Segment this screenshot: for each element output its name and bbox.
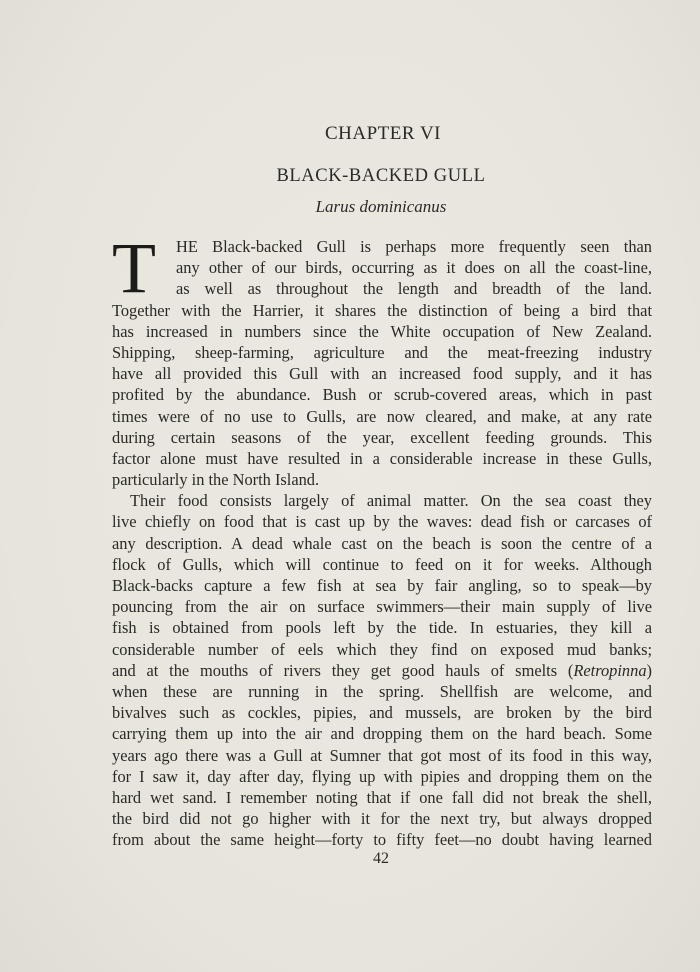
text-fragment: ) — [646, 660, 652, 680]
text-line: live chiefly on food that is cast up by the waves: dead fish or carcases of — [112, 512, 652, 532]
text-line: have all provided this Gull with an increased food supply, and it has — [112, 364, 652, 384]
text-line: any other of our birds, occurring as it does on all the coast-line, — [176, 258, 652, 278]
text-line: bivalves such as cockles, pipies, and mussels, are broken by the bird — [112, 703, 652, 723]
text-line: any description. A dead whale cast on the beach is soon the centre of a — [112, 533, 652, 553]
text-line: has increased in numbers since the White occupation of New Zealand. — [112, 321, 652, 341]
text-line: pouncing from the air on surface swimmers—their main supply of live — [112, 597, 652, 617]
text-line: years ago there was a Gull at Sumner that got most of its food in this way, — [112, 745, 652, 765]
text-line-with-italic — [112, 660, 652, 681]
text-line: Together with the Harrier, it shares the distinction of being a bird that — [112, 300, 652, 320]
page-title: BLACK-BACKED GULL — [276, 166, 486, 186]
text-line: times were of no use to Gulls, are now cleared, and make, at any rate — [112, 406, 652, 426]
text-line: for I saw it, day after day, flying up with pipies and dropping them on the — [112, 766, 652, 786]
text-line: from about the same height—forty to fifty feet—no doubt having learned — [112, 830, 652, 850]
body-text — [112, 228, 652, 850]
text-fragment: and at the mouths of rivers they get good hauls of smelts ( — [112, 660, 574, 680]
text-line: profited by the abundance. Bush or scrub-covered areas, which in past — [112, 385, 652, 405]
text-line: HE Black-backed Gull is perhaps more frequently seen than — [176, 237, 652, 256]
text-line: carrying them up into the air and dropping them on the hard beach. Some — [112, 724, 652, 744]
text-line: factor alone must have resulted in a considerable increase in these Gulls, — [112, 448, 652, 468]
text-line: hard wet sand. I remember noting that if one fall did not break the shell, — [112, 787, 652, 807]
text-line: considerable number of eels which they find on exposed mud banks; — [112, 639, 652, 659]
text-line: fish is obtained from pools left by the tide. In estuaries, they kill a — [112, 618, 652, 638]
drop-cap: T — [112, 228, 156, 308]
text-line: the bird did not go higher with it for the next try, but always dropped — [112, 809, 652, 829]
text-line: Black-backs capture a few fish at sea by fair angling, so to speak—by — [112, 576, 652, 595]
text-line: during certain seasons of the year, excellent feeding grounds. This — [112, 427, 652, 447]
page-number: 42 — [373, 850, 389, 867]
text-line: flock of Gulls, which will continue to feed on it for weeks. Although — [112, 554, 652, 574]
text-line: particularly in the North Island. — [112, 470, 320, 490]
text-line: Shipping, sheep-farming, agriculture and the meat-freezing industry — [112, 342, 652, 362]
text-line: Their food consists largely of animal matter. On the sea coast they — [130, 491, 652, 511]
italic-genus: Retropinna — [573, 660, 647, 680]
text-line: as well as throughout the length and breadth of the land. — [176, 279, 652, 299]
chapter-heading: CHAPTER VI — [324, 123, 442, 144]
scientific-name: Larus dominicanus — [315, 197, 447, 216]
text-line: when these are running in the spring. Shellfish are welcome, and — [112, 681, 652, 701]
